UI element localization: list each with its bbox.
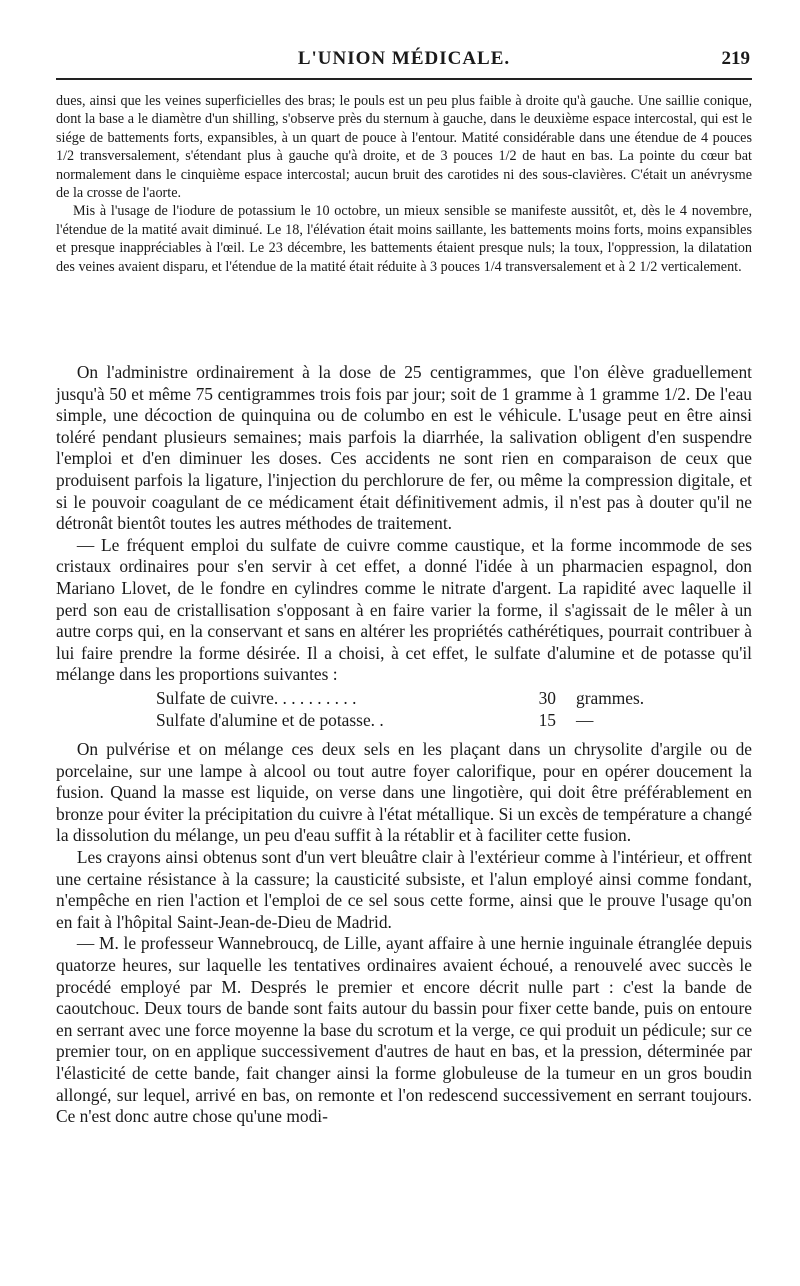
body-paragraph-4: Les crayons ainsi obtenus sont d'un vert bleuâtre clair à l'extérieur comme à l'intérieur, et offrent une certaine résistance à la cassure; la causticité subsiste, et l'alun employé ainsi comme fondant, n'empêche en rien l'action et l'emploi de ce sel sous cette forme, ainsi que le prouve l'usage qu'on en fait à l'hôpital Saint-Jean-de-Dieu de Madrid. (56, 847, 752, 932)
journal-page (56, 40, 752, 1270)
case-paragraph-1: dues, ainsi que les veines superficielles des bras; le pouls est un peu plus faible à droite qu'à gauche. Une saillie conique, dont la base a le diamètre d'un shilling, s'observe près du sternum à gauche, dans le deuxième espace intercostal, qui est le siége de battements forts, expansibles, à un quart de pouce à l'entour. Matité considérable dans une étendue de 4 pouces 1/2 transversalement, s'étendant plus à gauche qu'à droite, et de 3 pouces 1/2 de haut en bas. La pointe du cœur bat normalement dans le cinquième espace intercostal; aucun bruit des carotides ni des sous-clavières. C'était un anévrysme de la crosse de l'aorte. (56, 93, 752, 202)
body-paragraph-5: — M. le professeur Wannebroucq, de Lille, ayant affaire à une hernie inguinale étranglée depuis quatorze heures, sur laquelle les tentatives ordinaires avaient échoué, a renouvelé avec succès le procédé employé par M. Després le premier et encore décrit nulle part : c'est la bande de caoutchouc. Deux tours de bande sont faits autour du bassin pour fixer cette bande, puis on entoure en serrant avec une force moyenne la base du scrotum et la verge, ce qui produit un pédicule; sur ce premier tour, on en applique successivement d'autres de haut en bas, et la pression, déterminée par l'élasticité de cette bande, fait changer ainsi la forme globuleuse de la tumeur en un gros boudin allongé, sur lequel, arrivé en bas, on remonte et l'on redescend successivement en serrant toujours. Ce n'est donc autre chose qu'une modi- (56, 933, 752, 1127)
running-head (56, 48, 752, 78)
ingredient-name: Sulfate d'alumine et de potasse. . (156, 709, 384, 730)
header-rule (56, 78, 752, 80)
formula-row (56, 688, 752, 710)
ingredient-quantity: 15 (538, 709, 556, 730)
page-number: 219 (721, 48, 750, 69)
ingredient-quantity: 30 (538, 687, 556, 708)
body-paragraph-2: — Le fréquent emploi du sulfate de cuivre comme caustique, et la forme incommode de ses cristaux ordinaires pour s'en servir à cet effet, a donné l'idée à un pharmacien espagnol, don Mariano Llovet, de le fondre en cylindres comme le nitrate d'argent. La rapidité avec laquelle il perd son eau de cristallisation s'opposant à en faire varier la forme, il s'agissait de le mêler à un autre corps qui, en la conservant et sans en altérer les propriétés cathérétiques, pourrait contribuer à lui faire prendre la forme désirée. Il a choisi, à cet effet, le sulfate d'alumine et de potasse qu'il mélange dans les proportions suivantes : (56, 534, 752, 685)
case-report-block (56, 92, 752, 276)
main-text-block (56, 362, 752, 1128)
ingredient-unit: — (576, 709, 594, 730)
body-paragraph-1: On l'administre ordinairement à la dose de 25 centigrammes, que l'on élève graduellement jusqu'à 50 et même 75 centigrammes trois fois par jour; soit de 1 gramme à 1 gramme 1/2. De l'eau simple, une décoction de quinquina ou de columbo en est le véhicule. L'usage peut en être ainsi toléré pendant plusieurs semaines; mais parfois la diarrhée, la salivation obligent d'en suspendre l'emploi et d'en diminuer les doses. Ces accidents ne sont rien en comparaison de ceux que produisent parfois la ligature, l'injection du perchlorure de fer, ou même la compression digitale, et si le pouvoir coagulant de ce médicament était définitivement admis, il n'est pas à douter qu'il ne détronât bientôt toutes les autres méthodes de traitement. (56, 362, 752, 534)
ingredient-unit: grammes. (576, 687, 645, 708)
formula-table (56, 688, 752, 731)
journal-title: L'UNION MÉDICALE. (297, 48, 511, 69)
formula-row (56, 710, 752, 732)
ingredient-name: Sulfate de cuivre. . . . . . . . . . (156, 687, 357, 708)
case-paragraph-2: Mis à l'usage de l'iodure de potassium le 10 octobre, un mieux sensible se manifeste aussitôt, et, dès le 4 novembre, l'étendue de la matité avait diminué. Le 18, l'élévation était moins saillante, les battements moins forts, moins expansibles et presque inappréciables à l'œil. Le 23 décembre, les battements étaient presque nuls; la toux, l'oppression, la dilatation des veines avaient disparu, et l'étendue de la matité était réduite à 3 pouces 1/4 transversalement et à 2 1/2 verticalement. (56, 203, 752, 275)
body-paragraph-3: On pulvérise et on mélange ces deux sels en les plaçant dans un chrysolite d'argile ou de porcelaine, sur une lampe à alcool ou tout autre foyer calorifique, pour en opérer doucement la fusion. Quand la masse est liquide, on verse dans une lingotière, qui doit être préférablement en bronze pour éviter la précipitation du cuivre à l'état métallique. Si un excès de température a changé la dissolution du mélange, un peu d'eau suffit à la rétablir et à faciliter cette fusion. (56, 739, 752, 846)
